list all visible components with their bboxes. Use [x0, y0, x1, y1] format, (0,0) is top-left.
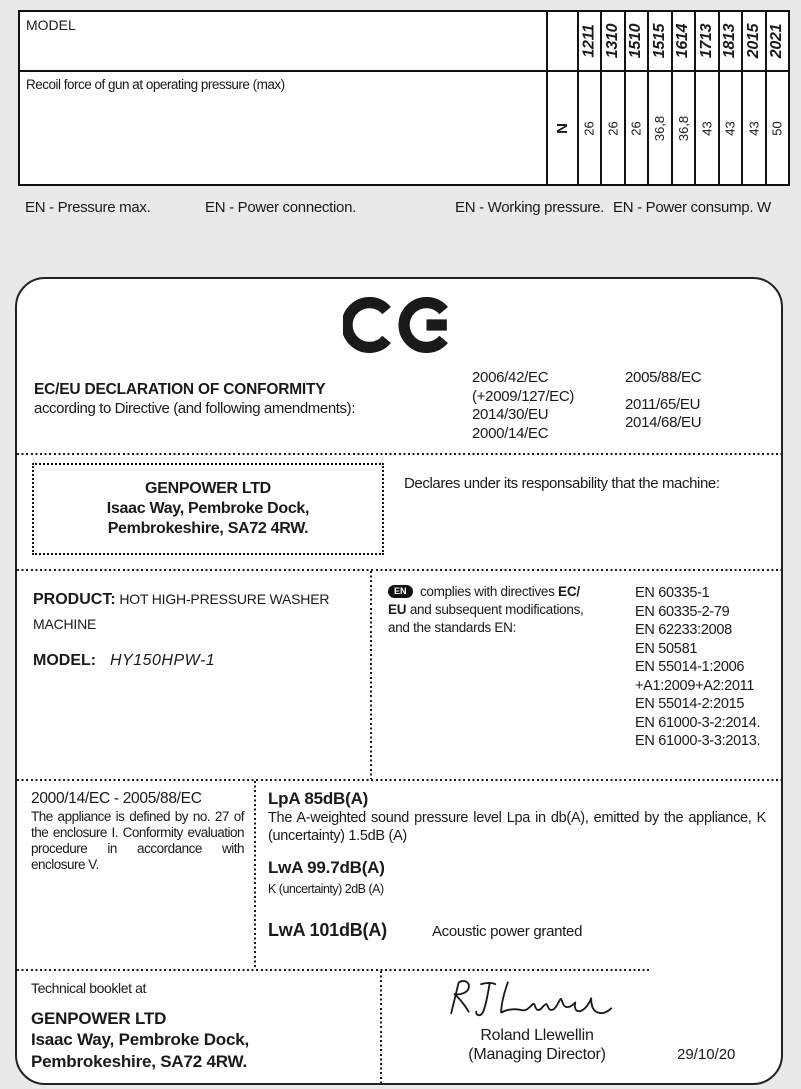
value-cell: 26 [577, 70, 601, 184]
product-value: HOT HIGH-PRESSURE WASHER MACHINE [33, 591, 330, 633]
technical-booklet-column [17, 971, 380, 1083]
model-line [33, 652, 360, 670]
legend-power-connection: EN - Power connection. [205, 199, 356, 216]
noise-directive-ref: 2000/14/EC - 2005/88/EC [31, 790, 202, 807]
lpa-description: The A-weighted sound pressure level Lpa in db(A), emitted by the appliance, K (uncertainty) 1.5dB (A) [268, 810, 766, 845]
complies-bold: EC/ [558, 584, 580, 599]
manufacturer-name: GENPOWER LTD [145, 479, 271, 497]
product-row [17, 571, 781, 779]
value-cell: 50 [765, 70, 789, 184]
booklet-address-line2: Pembrokeshire, SA72 4RW. [31, 1051, 247, 1071]
model-1515: 1515 [650, 23, 668, 59]
complies-text: and the standards EN: [388, 619, 517, 635]
standard-item: EN 60335-1 [635, 585, 710, 601]
directive: 2014/68/EU [625, 414, 702, 432]
model-field-label: MODEL: [33, 652, 97, 670]
recoil-force-label: Recoil force of gun at operating pressure (max) [26, 77, 285, 92]
value-cell: 36,8 [647, 70, 671, 184]
manufacturer-address-line2: Pembrokeshire, SA72 4RW. [107, 520, 309, 538]
model-column [577, 12, 601, 70]
booklet-address-line1: Isaac Way, Pembroke Dock, [31, 1030, 249, 1050]
directives-column-2 [625, 361, 781, 453]
manufacturer-row [17, 455, 781, 569]
declaration-heading-row [17, 361, 781, 453]
model-1713: 1713 [697, 23, 715, 59]
spec-table [18, 10, 790, 186]
complies-line-3 [388, 619, 619, 637]
complies-line-2 [388, 601, 619, 619]
directive: 2011/65/EU [625, 395, 701, 413]
model-header-cell [20, 12, 546, 70]
declaration-box [15, 277, 783, 1085]
standard-item: EN 55014-1:2006 [635, 659, 745, 676]
complies-column [372, 571, 627, 779]
value-cell: 43 [718, 70, 742, 184]
complies-bold: EU [388, 601, 407, 617]
value-cell: 36,8 [671, 70, 695, 184]
value-cell: 26 [600, 70, 624, 184]
model-column [671, 12, 695, 70]
directive: 2005/88/EC [625, 369, 702, 386]
value-cell: 26 [624, 70, 648, 184]
model-column [694, 12, 718, 70]
model-1510: 1510 [627, 23, 645, 59]
directives-column-1 [472, 361, 625, 453]
model-column [647, 12, 671, 70]
signatory-role-line [422, 1046, 781, 1064]
declaration-heading [34, 361, 472, 453]
model-1211: 1211 [580, 24, 598, 58]
model-1310: 1310 [603, 23, 621, 59]
standard-item: EN 50581 [635, 640, 698, 657]
model-2015: 2015 [744, 23, 762, 59]
model-2021: 2021 [768, 23, 786, 59]
manufacturer-address-box [32, 463, 384, 555]
booklet-company-name: GENPOWER LTD [31, 1009, 167, 1028]
standard-item: +A1:2009+A2:2011 [635, 677, 755, 694]
signatory-name: Roland Llewellin [480, 1027, 594, 1044]
lwa-granted-value: LwA 101dB(A) [268, 920, 387, 941]
directive: 2014/30/EU [472, 406, 549, 424]
lpa-value: LpA 85dB(A) [268, 789, 369, 808]
lwa-value: LwA 99.7dB(A) [268, 858, 385, 878]
model-column [741, 12, 765, 70]
unit-header-cell [546, 12, 577, 70]
complies-text: and subsequent modifications, [409, 601, 584, 617]
directive: (+2009/127/EC) [472, 387, 575, 405]
standard-item: EN 60335-2-79 [635, 603, 730, 620]
ce-mark-row [17, 279, 781, 361]
noise-directive-body: The appliance is defined by no. 27 of the enclosure I. Conformity evaluation procedure in accordance with enclosure V. [31, 809, 244, 872]
unit-newton: N [553, 122, 571, 134]
model-value: HY150HPW-1 [110, 652, 216, 670]
product-label: PRODUCT: [33, 591, 116, 608]
standard-item: EN 61000-3-2:2014. [635, 714, 761, 731]
legend-working-pressure: EN - Working pressure. [455, 199, 605, 216]
acoustic-power-granted-label: Acoustic power granted [431, 923, 583, 941]
model-column [765, 12, 789, 70]
booklet-label: Technical booklet at [31, 980, 146, 996]
standard-item: EN 61000-3-3:2013. [635, 733, 761, 750]
footer-row [17, 971, 781, 1083]
model-column [718, 12, 742, 70]
directive: 2000/14/EC [472, 424, 549, 442]
complies-text: complies with directives [419, 584, 555, 599]
signature-icon [432, 975, 642, 1025]
declares-statement: Declares under its responsability that the machine: [404, 475, 720, 492]
product-line [33, 587, 378, 636]
value-cell: 43 [694, 70, 718, 184]
recoil-label-cell [20, 70, 546, 184]
signature-column [382, 971, 781, 1083]
declaration-subtitle: according to Directive (and following amendments): [34, 400, 355, 417]
manufacturer-address-line1: Isaac Way, Pembroke Dock, [106, 499, 310, 517]
legend-row [0, 199, 801, 221]
declaration-title: EC/EU DECLARATION OF CONFORMITY [34, 381, 326, 398]
noise-row [17, 781, 781, 969]
model-column [624, 12, 648, 70]
directive: 2006/42/EC [472, 369, 549, 386]
unit-cell [546, 70, 577, 184]
noise-values-column [256, 781, 781, 969]
legend-power-consumption: EN - Power consump. W [613, 199, 771, 216]
en-language-badge: EN [388, 585, 413, 598]
acoustic-power-line [268, 920, 769, 941]
standards-list [627, 571, 781, 779]
signature-date: 29/10/20 [677, 1046, 736, 1063]
value-cell: 43 [741, 70, 765, 184]
model-label: MODEL [26, 17, 76, 33]
signatory-role: (Managing Director) [468, 1046, 606, 1063]
product-column [17, 571, 370, 779]
legend-pressure-max: EN - Pressure max. [25, 199, 151, 216]
model-1614: 1614 [674, 23, 692, 59]
standard-item: EN 55014-2:2015 [635, 696, 745, 713]
noise-directive-column [17, 781, 254, 969]
lwa-uncertainty: K (uncertainty) 2dB (A) [268, 882, 384, 897]
standard-item: EN 62233:2008 [635, 622, 732, 639]
model-column [600, 12, 624, 70]
booklet-address [31, 1008, 370, 1072]
model-1813: 1813 [721, 23, 739, 59]
ce-mark-icon [343, 293, 455, 357]
complies-line-1 [388, 583, 619, 601]
